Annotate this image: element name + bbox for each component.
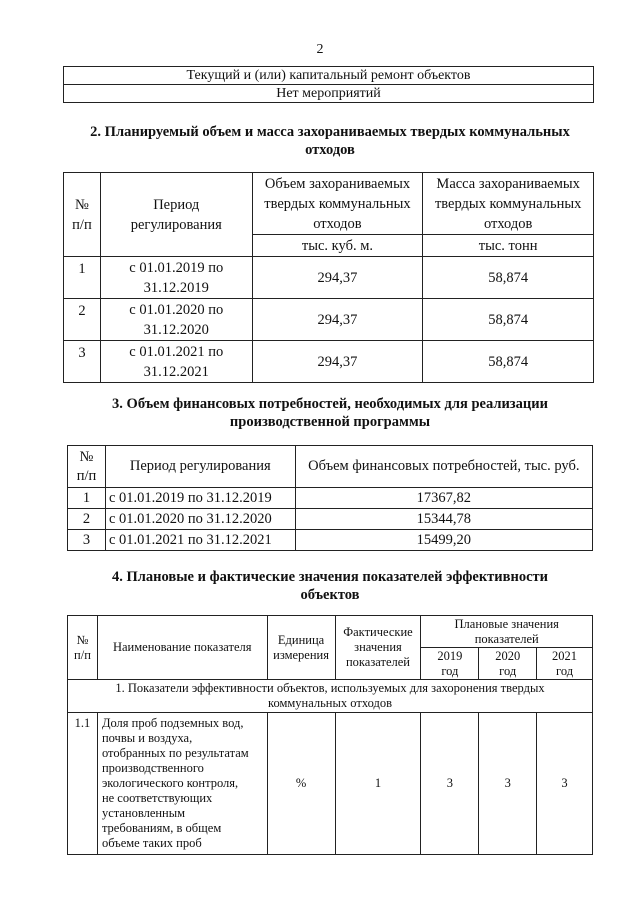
indicator-name-line: почвы и воздуха,	[101, 731, 193, 745]
volume-header-line2: твердых коммунальных	[264, 195, 411, 212]
section-2-heading	[40, 123, 620, 159]
row-period-line1: с 01.01.2019 по	[129, 259, 224, 276]
num-header	[68, 616, 98, 680]
row-num: 3	[64, 341, 101, 383]
period-header	[100, 173, 252, 257]
mass-header	[423, 173, 594, 235]
row-period-line1: с 01.01.2020 по	[129, 301, 224, 318]
period-header: Период регулирования	[105, 446, 295, 488]
waste-volume-table	[63, 172, 594, 383]
planned-header-line2: показателей	[474, 631, 539, 646]
row-unit: %	[267, 713, 335, 855]
row-volume: 294,37	[252, 341, 423, 383]
efficiency-table	[67, 615, 593, 855]
row-actual: 1	[335, 713, 421, 855]
row-period: с 01.01.2020 по 31.12.2020	[105, 509, 295, 530]
mass-header-line2: твердых коммунальных	[434, 195, 582, 212]
num-header	[64, 173, 101, 257]
row-num: 1	[64, 257, 101, 299]
year-2019-header	[421, 648, 479, 680]
mass-unit: тыс. тонн	[423, 235, 594, 257]
row-period-line2: 31.12.2021	[143, 363, 209, 380]
indicator-name-line: установленным	[101, 806, 186, 820]
row-period: с 01.01.2019 по 31.12.2019	[105, 488, 295, 509]
section-row-line2: коммунальных отходов	[268, 696, 392, 710]
num-header	[68, 446, 106, 488]
section-3-heading-line2: производственной программы	[229, 414, 431, 430]
section-2-heading-line2: отходов	[305, 142, 355, 158]
unit-header-line1: Единица	[277, 632, 325, 647]
year-2019-line2: год	[441, 663, 459, 678]
year-2020-line1: 2020	[495, 648, 521, 663]
actual-header-line3: показателей	[345, 655, 410, 669]
row-volume: 294,37	[252, 257, 423, 299]
finance-table	[67, 445, 593, 551]
row-num: 1.1	[68, 713, 98, 855]
year-2020-line2: год	[499, 663, 517, 678]
section-3-heading	[40, 395, 620, 431]
row-num: 1	[68, 488, 106, 509]
table-row	[64, 341, 594, 383]
actual-header-line1: Фактические	[343, 625, 413, 639]
finance-header: Объем финансовых потребностей, тыс. руб.	[295, 446, 592, 488]
indicator-name-line: экологического контроля,	[101, 776, 239, 790]
repair-table	[63, 66, 594, 103]
year-2021-header	[537, 648, 593, 680]
section-3-heading-line1: 3. Объем финансовых потребностей, необходимых для реализации	[112, 396, 548, 412]
indicator-name-line: требованиям, в общем	[101, 821, 222, 835]
table-row	[64, 257, 594, 299]
year-2019-line1: 2019	[437, 648, 463, 663]
table-row	[68, 488, 593, 509]
year-2021-line1: 2021	[552, 648, 578, 663]
row-period-line2: 31.12.2019	[143, 279, 209, 296]
section-4-heading	[40, 568, 620, 604]
volume-header-line1: Объем захораниваемых	[264, 175, 411, 192]
indicator-name-line: не соответствующих	[101, 791, 213, 805]
actual-values-header	[335, 616, 421, 680]
row-value: 17367,82	[295, 488, 592, 509]
indicator-name-line: Доля проб подземных вод,	[101, 716, 244, 730]
num-header-line2: п/п	[76, 467, 97, 484]
row-2021: 3	[537, 713, 593, 855]
indicator-name-line: производственного	[101, 761, 204, 775]
year-2020-header	[479, 648, 537, 680]
table-row	[68, 530, 593, 551]
row-period-line2: 31.12.2020	[143, 321, 209, 338]
row-period: с 01.01.2021 по 31.12.2021	[105, 530, 295, 551]
unit-header	[267, 616, 335, 680]
row-num: 2	[68, 509, 106, 530]
planned-header-line1: Плановые значения	[454, 616, 559, 631]
volume-header-line3: отходов	[313, 215, 362, 232]
row-value: 15344,78	[295, 509, 592, 530]
row-period	[100, 341, 252, 383]
row-value: 15499,20	[295, 530, 592, 551]
volume-header	[252, 173, 423, 235]
section-row-line1: 1. Показатели эффективности объектов, используемых для захоронения твердых	[115, 681, 545, 695]
row-num: 2	[64, 299, 101, 341]
num-header-line1: №	[79, 448, 94, 465]
row-period	[100, 299, 252, 341]
num-header-line1: №	[76, 632, 89, 647]
num-header-line2: п/п	[74, 647, 91, 662]
row-mass: 58,874	[423, 341, 594, 383]
table-row	[68, 509, 593, 530]
row-mass: 58,874	[423, 299, 594, 341]
repair-header-cell: Текущий и (или) капитальный ремонт объектов	[64, 67, 594, 85]
indicator-name-header: Наименование показателя	[97, 616, 267, 680]
unit-header-line2: измерения	[273, 647, 329, 662]
num-header-line2: п/п	[72, 216, 92, 233]
planned-values-header	[421, 616, 593, 648]
row-mass: 58,874	[423, 257, 594, 299]
mass-header-line3: отходов	[483, 215, 533, 232]
page-number: 2	[316, 42, 324, 57]
num-header-line1: №	[75, 196, 89, 213]
section-4-heading-line2: объектов	[300, 587, 360, 603]
row-volume: 294,37	[252, 299, 423, 341]
period-header-line2: регулирования	[130, 216, 222, 233]
year-2021-line2: год	[556, 663, 574, 678]
section-2-heading-line1: 2. Планируемый объем и масса захораниваемых твердых коммунальных	[90, 124, 570, 140]
table-row	[68, 713, 593, 855]
section-4-heading-line1: 4. Плановые и фактические значения показателей эффективности	[111, 569, 548, 585]
indicator-name-line: объеме таких проб	[101, 836, 202, 850]
row-period-line1: с 01.01.2021 по	[129, 343, 224, 360]
row-2019: 3	[421, 713, 479, 855]
period-header-line1: Период	[153, 196, 200, 213]
indicator-name-line: отобранных по результатам	[101, 746, 249, 760]
row-period	[100, 257, 252, 299]
row-num: 3	[68, 530, 106, 551]
row-2020: 3	[479, 713, 537, 855]
no-activities-cell: Нет мероприятий	[64, 85, 594, 103]
actual-header-line2: значения	[354, 640, 402, 654]
mass-header-line1: Масса захораниваемых	[436, 175, 580, 192]
table-row	[64, 299, 594, 341]
volume-unit: тыс. куб. м.	[252, 235, 423, 257]
indicator-name	[97, 713, 267, 855]
section-row	[68, 680, 593, 713]
